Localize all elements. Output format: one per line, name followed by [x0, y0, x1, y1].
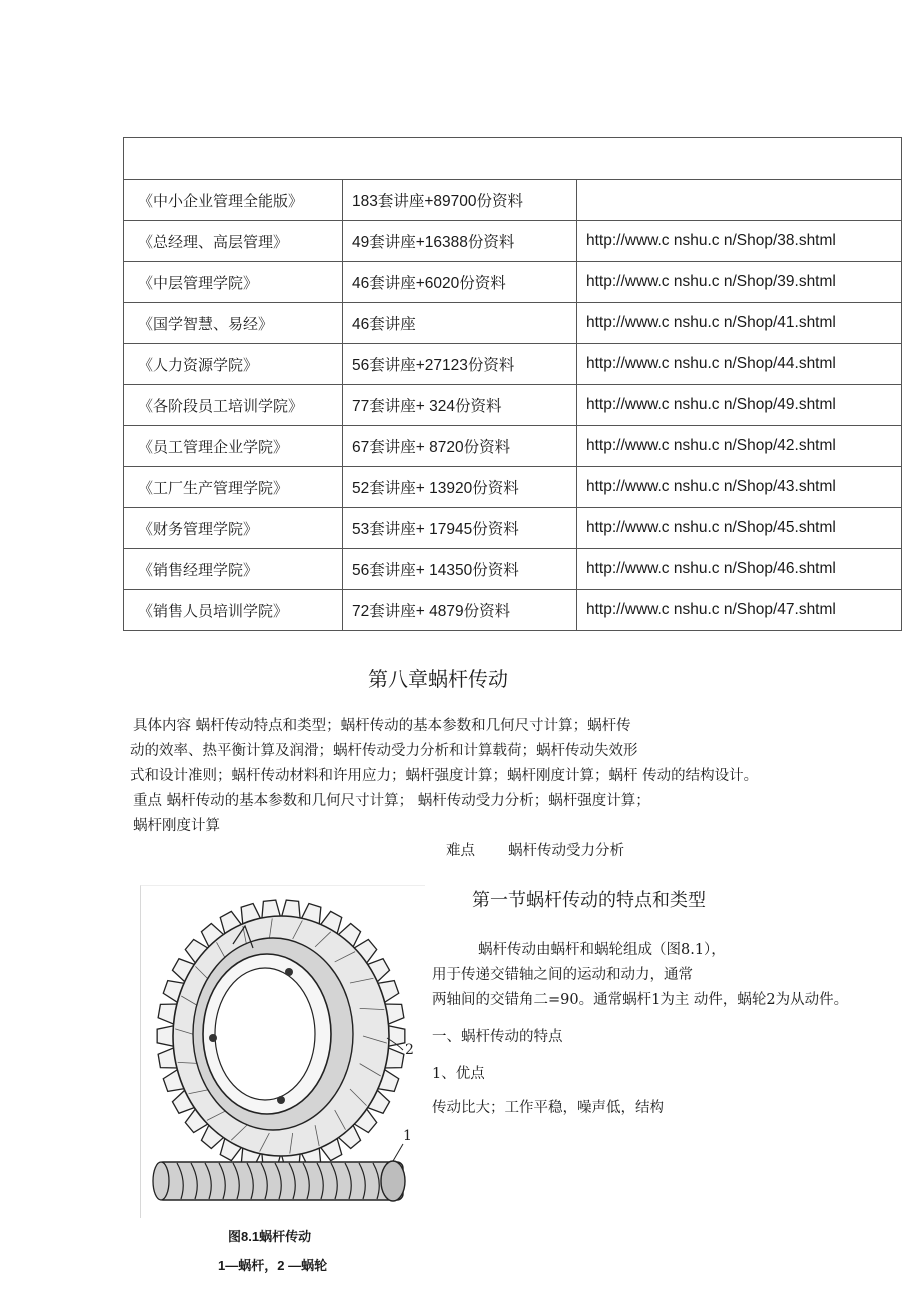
table-row	[124, 508, 902, 549]
table-row	[124, 467, 902, 508]
table-row	[124, 262, 902, 303]
course-name-cell: 《中小企业管理全能版》	[124, 180, 343, 221]
worm-gear-illustration	[141, 886, 425, 1218]
course-url-cell[interactable]: http://www.c nshu.c n/Shop/42.shtml	[577, 426, 902, 467]
course-name-cell: 《国学智慧、易经》	[124, 303, 343, 344]
course-name-cell: 《中层管理学院》	[124, 262, 343, 303]
course-count-cell: 77套讲座+ 324份资料	[343, 385, 577, 426]
course-count-cell: 56套讲座+ 14350份资料	[343, 549, 577, 590]
catalog-table	[123, 137, 902, 631]
course-url-cell[interactable]: http://www.c nshu.c n/Shop/45.shtml	[577, 508, 902, 549]
section-advantages-text: 传动比大；工作平稳，噪声低，结构	[432, 1100, 664, 1116]
table-blank-cell	[124, 138, 902, 180]
course-url-cell[interactable]: http://www.c nshu.c n/Shop/44.shtml	[577, 344, 902, 385]
table-row	[124, 385, 902, 426]
table-row	[124, 590, 902, 631]
course-count-cell: 67套讲座+ 8720份资料	[343, 426, 577, 467]
course-url-cell[interactable]: http://www.c nshu.c n/Shop/39.shtml	[577, 262, 902, 303]
course-name-cell: 《财务管理学院》	[124, 508, 343, 549]
content-line-1: 具体内容 蜗杆传动特点和类型；蜗杆传动的基本参数和几何尺寸计算；蜗杆传	[133, 718, 631, 734]
course-count-cell: 49套讲座+16388份资料	[343, 221, 577, 262]
course-url-cell[interactable]: http://www.c nshu.c n/Shop/49.shtml	[577, 385, 902, 426]
course-name-cell: 《总经理、高层管理》	[124, 221, 343, 262]
section-intro-1: 蜗杆传动由蜗杆和蜗轮组成（图8.1），	[478, 942, 726, 958]
table-row	[124, 426, 902, 467]
course-name-cell: 《员工管理企业学院》	[124, 426, 343, 467]
course-url-cell	[577, 180, 902, 221]
course-url-cell[interactable]: http://www.c nshu.c n/Shop/43.shtml	[577, 467, 902, 508]
content-line-2: 动的效率、热平衡计算及润滑；蜗杆传动受力分析和计算载荷；蜗杆传动失效形	[130, 743, 638, 759]
course-count-cell: 183套讲座+89700份资料	[343, 180, 577, 221]
course-count-cell: 53套讲座+ 17945份资料	[343, 508, 577, 549]
course-name-cell: 《销售人员培训学院》	[124, 590, 343, 631]
course-count-cell: 56套讲座+27123份资料	[343, 344, 577, 385]
table-row	[124, 180, 902, 221]
content-line-3: 式和设计准则；蜗杆传动材料和许用应力；蜗杆强度计算；蜗杆刚度计算；蜗杆 传动的结构设计。	[130, 768, 759, 784]
course-count-cell: 52套讲座+ 13920份资料	[343, 467, 577, 508]
key-line-2: 蜗杆刚度计算	[133, 818, 220, 834]
worm-label-1: 1	[403, 1128, 412, 1144]
course-url-cell[interactable]: http://www.c nshu.c n/Shop/46.shtml	[577, 549, 902, 590]
section-heading-features: 一、蜗杆传动的特点	[432, 1029, 563, 1045]
course-url-cell[interactable]: http://www.c nshu.c n/Shop/38.shtml	[577, 221, 902, 262]
difficulty-text: 蜗杆传动受力分析	[508, 843, 624, 859]
section-intro-3: 两轴间的交错角二=90。通常蜗杆1为主 动件，蜗轮2为从动件。	[432, 992, 849, 1008]
figure-caption: 图8.1蜗杆传动	[228, 1229, 312, 1244]
course-count-cell: 72套讲座+ 4879份资料	[343, 590, 577, 631]
worm-gear-figure	[140, 885, 425, 1218]
difficulty-label: 难点	[446, 843, 475, 859]
gear-label-2: 2	[405, 1042, 414, 1058]
table-row	[124, 549, 902, 590]
figure-legend: 1—蜗杆，2 —蜗轮	[218, 1258, 328, 1273]
table-header-row	[124, 138, 902, 180]
section-heading-advantages: 1、优点	[432, 1066, 485, 1082]
course-name-cell: 《工厂生产管理学院》	[124, 467, 343, 508]
course-name-cell: 《销售经理学院》	[124, 549, 343, 590]
chapter-title: 第八章蜗杆传动	[368, 669, 508, 691]
key-line-1: 重点 蜗杆传动的基本参数和几何尺寸计算； 蜗杆传动受力分析；蜗杆强度计算；	[133, 793, 650, 809]
course-count-cell: 46套讲座+6020份资料	[343, 262, 577, 303]
section-title: 第一节蜗杆传动的特点和类型	[472, 890, 706, 910]
course-count-cell: 46套讲座	[343, 303, 577, 344]
table-row	[124, 221, 902, 262]
course-url-cell[interactable]: http://www.c nshu.c n/Shop/47.shtml	[577, 590, 902, 631]
section-intro-2: 用于传递交错轴之间的运动和动力，通常	[432, 967, 693, 983]
course-url-cell[interactable]: http://www.c nshu.c n/Shop/41.shtml	[577, 303, 902, 344]
table-row	[124, 344, 902, 385]
course-name-cell: 《各阶段员工培训学院》	[124, 385, 343, 426]
table-row	[124, 303, 902, 344]
course-name-cell: 《人力资源学院》	[124, 344, 343, 385]
